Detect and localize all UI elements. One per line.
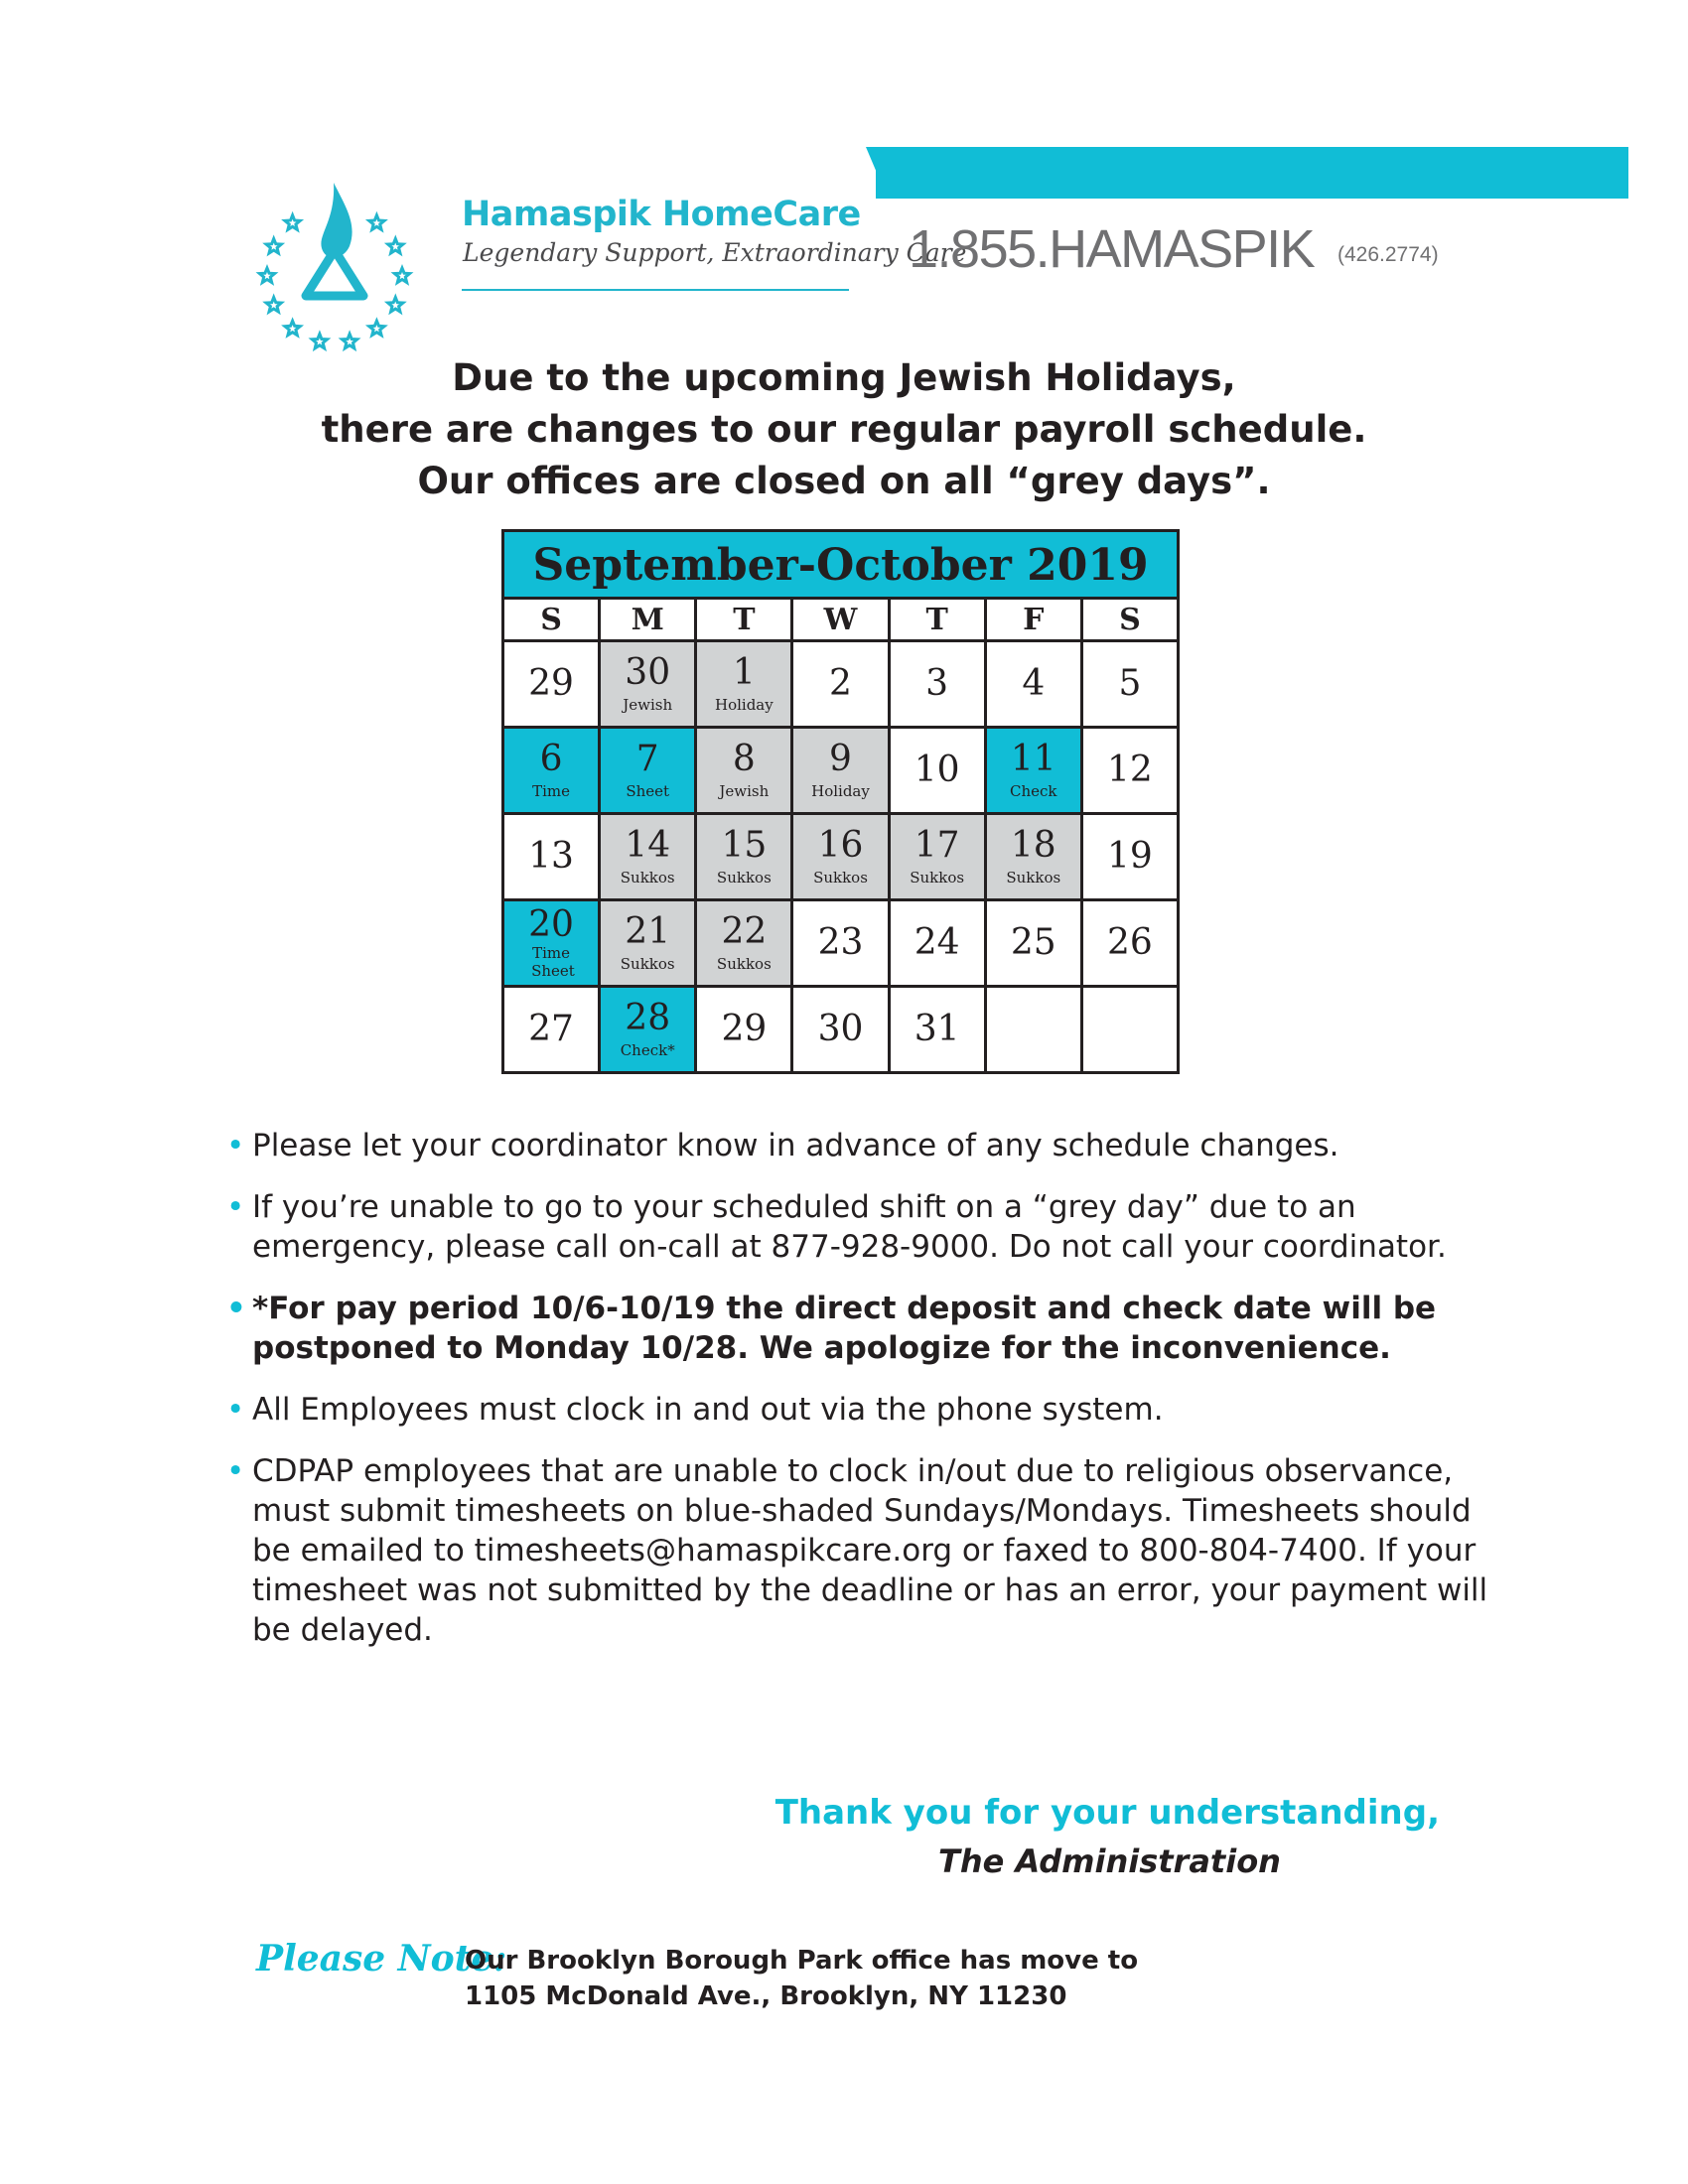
headline-line-2: there are changes to our regular payroll schedule. — [321, 408, 1367, 451]
notice-text: Please let your coordinator know in advance of any schedule changes. — [252, 1128, 1339, 1163]
calendar-title: September-October 2019 — [501, 529, 1180, 597]
holiday-calendar — [501, 529, 1180, 1074]
calendar-week-row — [503, 641, 1179, 728]
day-note: Time Sheet — [531, 944, 575, 980]
day-number: 29 — [721, 1009, 768, 1049]
day-number: 13 — [528, 836, 574, 877]
weekday-header: T — [696, 599, 792, 641]
day-note: Sukkos — [620, 869, 675, 887]
bullet-dot-icon: • — [226, 1128, 245, 1163]
notice-item — [226, 1451, 1497, 1650]
header-accent-bar — [876, 147, 1628, 199]
day-number: 30 — [817, 1009, 864, 1049]
bullet-dot-icon: • — [226, 1291, 246, 1326]
day-number: 2 — [829, 663, 852, 704]
calendar-day-cell — [792, 641, 889, 728]
day-note: Sukkos — [910, 869, 965, 887]
thanks-line: Thank you for your understanding, — [774, 1793, 1440, 1833]
day-number: 8 — [732, 739, 756, 779]
day-number: 10 — [914, 750, 960, 790]
calendar-day-cell — [503, 814, 600, 900]
calendar-day-cell — [503, 987, 600, 1073]
day-number: 22 — [721, 911, 768, 952]
calendar-grid — [501, 597, 1180, 1074]
day-number: 11 — [1010, 739, 1056, 779]
weekday-header: T — [889, 599, 985, 641]
notice-list — [226, 1126, 1497, 1672]
day-note: Jewish — [719, 782, 770, 800]
day-number: 21 — [625, 911, 671, 952]
note-label: Please Note: — [256, 1938, 507, 1979]
day-number: 7 — [635, 739, 659, 779]
day-number: 26 — [1107, 922, 1153, 963]
calendar-week-row — [503, 987, 1179, 1073]
calendar-day-cell — [696, 900, 792, 987]
day-note: Jewish — [623, 696, 673, 714]
calendar-day-cell — [1081, 814, 1178, 900]
day-number: 30 — [625, 652, 671, 693]
day-note: Holiday — [714, 696, 774, 714]
day-number: 1 — [732, 652, 756, 693]
bullet-dot-icon: • — [226, 1189, 245, 1225]
day-number: 31 — [914, 1009, 960, 1049]
day-note: Check — [1010, 782, 1057, 800]
calendar-day-cell — [1081, 987, 1178, 1073]
calendar-body — [503, 641, 1179, 1073]
bullet-dot-icon: • — [226, 1392, 245, 1428]
notice-text: If you’re unable to go to your scheduled shift on a “grey day” due to an emergency, please call on-call at 877-928-9000. Do not call your coordinator. — [252, 1189, 1447, 1265]
day-number: 23 — [817, 922, 864, 963]
day-note: Time — [532, 782, 571, 800]
headline-line-1: Due to the upcoming Jewish Holidays, — [452, 356, 1236, 399]
notice-item — [226, 1126, 1497, 1165]
notice-text: CDPAP employees that are unable to clock in/out due to religious observance, must submit timesheets on blue-shaded Sundays/Mondays. Timesheets should be emailed to timesheets@hamaspikcare.org or faxed to 800-804-7400. If your timesheet was not submitted by the deadline or has an error, your payment will be delayed. — [252, 1453, 1488, 1648]
day-number: 17 — [914, 825, 960, 866]
day-note: Sukkos — [1006, 869, 1061, 887]
calendar-day-cell — [503, 641, 600, 728]
calendar-day-cell — [696, 814, 792, 900]
note-line-2: 1105 McDonald Ave., Brooklyn, NY 11230 — [465, 1981, 1067, 2011]
day-number: 12 — [1107, 750, 1153, 790]
calendar-day-cell — [889, 641, 985, 728]
day-number: 6 — [539, 739, 563, 779]
calendar-day-cell — [792, 900, 889, 987]
calendar-day-cell — [600, 987, 696, 1073]
day-note: Sukkos — [620, 955, 675, 973]
day-number: 15 — [721, 825, 768, 866]
day-number: 9 — [829, 739, 852, 779]
calendar-week-row — [503, 900, 1179, 987]
calendar-day-cell — [985, 728, 1081, 814]
calendar-day-cell — [1081, 641, 1178, 728]
notice-item — [226, 1390, 1497, 1430]
day-number: 4 — [1022, 663, 1046, 704]
notice-item — [226, 1289, 1497, 1368]
notice-text: All Employees must clock in and out via the phone system. — [252, 1392, 1164, 1428]
day-number: 29 — [528, 663, 574, 704]
day-number: 25 — [1010, 922, 1056, 963]
weekday-header: M — [600, 599, 696, 641]
day-note: Sukkos — [716, 869, 772, 887]
brand-name: Hamaspik HomeCare — [462, 195, 861, 234]
calendar-day-cell — [792, 728, 889, 814]
weekday-header: W — [792, 599, 889, 641]
notice-item — [226, 1187, 1497, 1267]
brand-underline — [462, 289, 849, 291]
calendar-day-cell — [696, 987, 792, 1073]
weekday-header: F — [985, 599, 1081, 641]
calendar-week-row — [503, 814, 1179, 900]
calendar-day-cell — [985, 987, 1081, 1073]
day-number: 14 — [625, 825, 671, 866]
day-note: Check* — [620, 1041, 675, 1059]
day-number: 16 — [817, 825, 864, 866]
day-number: 18 — [1010, 825, 1056, 866]
note-line-1: Our Brooklyn Borough Park office has move to — [465, 1946, 1139, 1976]
calendar-weekday-row — [503, 599, 1179, 641]
phone-digits: (426.2774) — [1337, 243, 1439, 266]
day-number: 28 — [625, 998, 671, 1038]
signature: The Administration — [938, 1843, 1281, 1880]
calendar-day-cell — [600, 814, 696, 900]
day-note: Sheet — [626, 782, 670, 800]
day-number: 19 — [1107, 836, 1153, 877]
phone-number: 1.855.HAMASPIK — [909, 219, 1315, 279]
hamaspik-logo-icon — [246, 177, 423, 353]
calendar-day-cell — [889, 900, 985, 987]
brand-tagline: Legendary Support, Extraordinary Care — [463, 238, 967, 267]
calendar-day-cell — [600, 641, 696, 728]
calendar-day-cell — [985, 900, 1081, 987]
day-number: 3 — [925, 663, 949, 704]
headline-line-3: Our offices are closed on all “grey days”. — [417, 460, 1271, 502]
notice-text: *For pay period 10/6-10/19 the direct deposit and check date will be postponed to Monday 10/28. We apologize for the inconvenience. — [252, 1291, 1437, 1366]
calendar-day-cell — [889, 814, 985, 900]
day-number: 24 — [914, 922, 960, 963]
calendar-day-cell — [985, 814, 1081, 900]
calendar-day-cell — [503, 728, 600, 814]
day-note: Sukkos — [813, 869, 868, 887]
calendar-day-cell — [792, 814, 889, 900]
headline — [149, 352, 1539, 507]
weekday-header: S — [503, 599, 600, 641]
calendar-day-cell — [696, 641, 792, 728]
calendar-day-cell — [889, 987, 985, 1073]
calendar-day-cell — [1081, 900, 1178, 987]
day-number: 5 — [1118, 663, 1142, 704]
calendar-day-cell — [889, 728, 985, 814]
calendar-day-cell — [985, 641, 1081, 728]
calendar-day-cell — [503, 900, 600, 987]
day-number: 27 — [528, 1009, 574, 1049]
calendar-day-cell — [600, 728, 696, 814]
calendar-day-cell — [1081, 728, 1178, 814]
bullet-dot-icon: • — [226, 1453, 245, 1489]
calendar-day-cell — [792, 987, 889, 1073]
day-note: Sukkos — [716, 955, 772, 973]
calendar-week-row — [503, 728, 1179, 814]
day-number: 20 — [528, 904, 574, 945]
weekday-header: S — [1081, 599, 1178, 641]
day-note: Holiday — [811, 782, 870, 800]
calendar-day-cell — [600, 900, 696, 987]
calendar-day-cell — [696, 728, 792, 814]
